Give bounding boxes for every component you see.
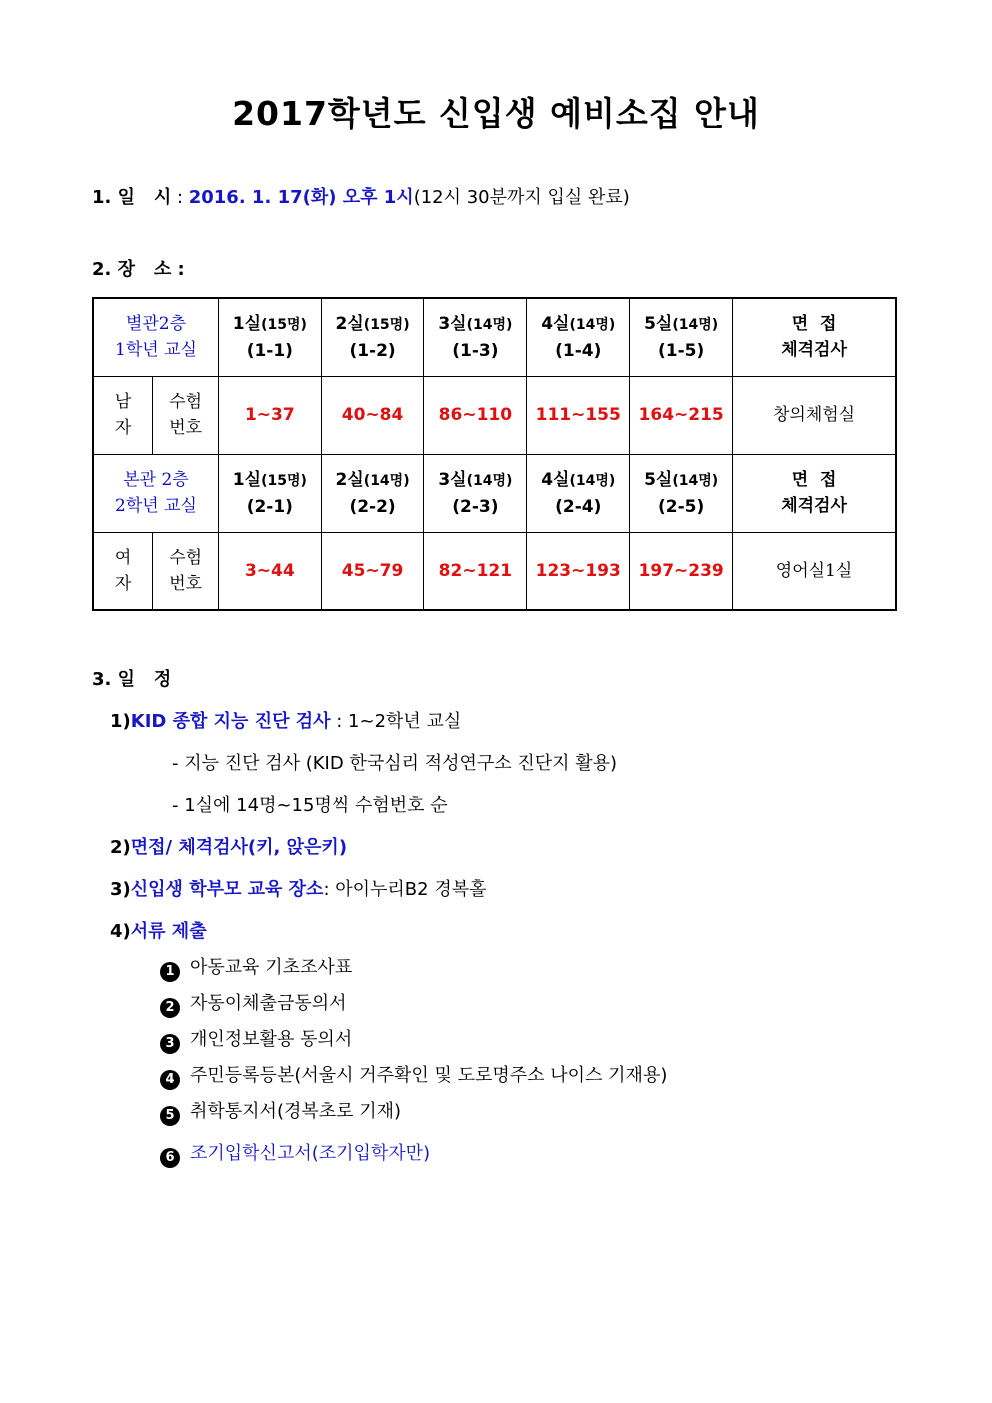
number-range: 1~37 [218,376,321,454]
schedule-item-2: 2)면접/ 체격검사(키, 앉은키) [110,837,348,858]
exam-number-label: 수험 번호 [153,532,219,610]
room-table [92,297,897,611]
document-item: 6 조기입학신고서(조기입학자만) [160,1139,430,1168]
group1-header-row [93,298,896,376]
room-header: 5실(14명) (2-5) [630,454,733,532]
interview-place: 영어실1실 [733,532,896,610]
number-range: 164~215 [630,376,733,454]
number-4-icon: 4 [160,1070,180,1090]
document-item: 2 자동이체출금동의서 [160,989,347,1018]
number-range: 111~155 [527,376,630,454]
interview-header: 면 접 체격검사 [733,454,896,532]
document-item: 1 아동교육 기초조사표 [160,953,352,982]
room-header: 2실(15명) (1-2) [321,298,424,376]
group1-building: 별관2층 1학년 교실 [93,298,218,376]
number-range: 123~193 [527,532,630,610]
number-6-icon: 6 [160,1148,180,1168]
section1-label: 1. 일 시 [92,187,172,208]
item1-title: KID 종합 지능 진단 검사 [130,711,331,732]
interview-place: 창의체험실 [733,376,896,454]
gender-cell: 여 자 [93,532,153,610]
room-header: 4실(14명) (2-4) [527,454,630,532]
schedule-item-3: 3)신입생 학부모 교육 장소: 아이누리B2 경복홀 [110,879,487,900]
number-range: 45~79 [321,532,424,610]
group2-data-row [93,532,896,610]
exam-number-label: 수험 번호 [153,376,219,454]
room-header: 3실(14명) (1-3) [424,298,527,376]
section3-label: 3. 일 정 [92,669,172,690]
number-2-icon: 2 [160,998,180,1018]
room-header: 3실(14명) (2-3) [424,454,527,532]
room-header: 4실(14명) (1-4) [527,298,630,376]
room-header: 2실(14명) (2-2) [321,454,424,532]
schedule-item-4: 4)서류 제출 [110,921,207,942]
number-range: 197~239 [630,532,733,610]
group2-header-row [93,454,896,532]
gender-cell: 남 자 [93,376,153,454]
number-range: 3~44 [218,532,321,610]
number-5-icon: 5 [160,1106,180,1126]
room-header: 5실(14명) (1-5) [630,298,733,376]
page-title: 2017학년도 신입생 예비소집 안내 [232,94,760,133]
room-header: 1실(15명) (2-1) [218,454,321,532]
schedule-item-1: 1)KID 종합 지능 진단 검사 : 1~2학년 교실 [110,711,462,732]
number-range: 82~121 [424,532,527,610]
section1-colon: : [171,187,189,208]
item1-sub-2: - 1실에 14명~15명씩 수험번호 순 [172,795,448,816]
room-header: 1실(15명) (1-1) [218,298,321,376]
event-date: 2016. 1. 17(화) 오후 1시 [188,187,414,208]
document-item: 3 개인정보활용 동의서 [160,1025,352,1054]
section2-label: 2. 장 소 : [92,259,185,280]
interview-header: 면 접 체격검사 [733,298,896,376]
item1-sub-1: - 지능 진단 검사 (KID 한국심리 적성연구소 진단지 활용) [172,753,618,774]
group2-building: 본관 2층 2학년 교실 [93,454,218,532]
schedule-line [92,183,630,209]
document-item: 5 취학통지서(경복초로 기재) [160,1097,401,1126]
item4-title: 서류 제출 [130,921,207,942]
number-3-icon: 3 [160,1034,180,1054]
number-1-icon: 1 [160,962,180,982]
document-item: 4 주민등록등본(서울시 거주확인 및 도로명주소 나이스 기재용) [160,1061,667,1090]
number-range: 86~110 [424,376,527,454]
item3-title: 신입생 학부모 교육 장소 [130,879,324,900]
number-range: 40~84 [321,376,424,454]
item2-title: 면접/ 체격검사(키, 앉은키) [130,837,348,858]
group1-data-row [93,376,896,454]
arrival-note: (12시 30분까지 입실 완료) [413,187,630,208]
